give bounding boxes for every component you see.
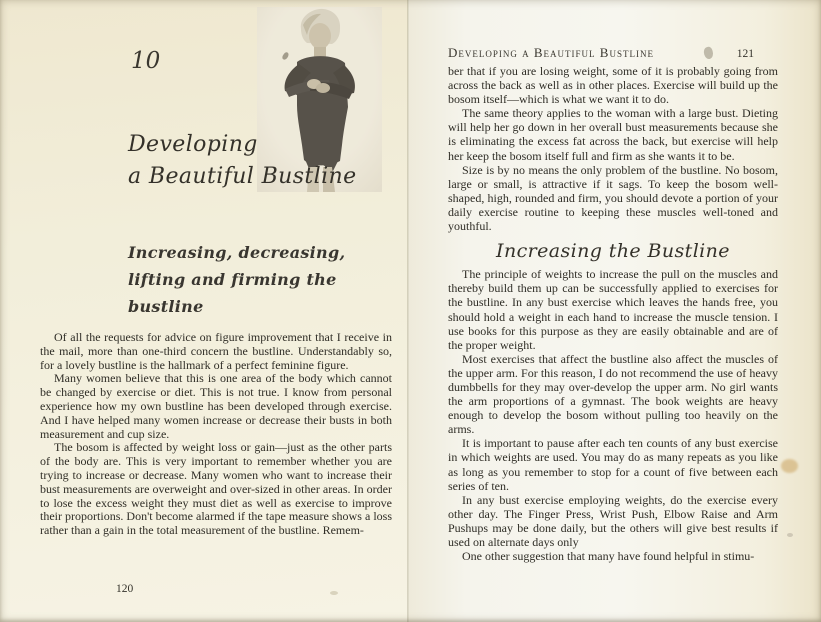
left-page-body [40,331,392,538]
paragraph: It is important to pause after each ten counts of any bust exercise in which weights are used. You may do as many repeats as you like as long as you remember to stop for a count of five between each series of ten. [448,436,778,493]
chapter-subtitle [128,239,408,320]
paper-speck [787,533,793,537]
paragraph: Of all the requests for advice on figure improvement that I receive in the mail, more than one-third concern the bustline. Understandably so, for a lovely bustline is the hallmark of a perfect feminine figure. [40,330,392,372]
paragraph: In any bust exercise employing weights, do the exercise every other day. The Finger Press, Wrist Push, Elbow Raise and Arm Pushups may be done daily, but the others will give best results if used on alternate days only [448,492,778,549]
right-page-body [448,64,778,563]
paragraph: One other suggestion that many have found helpful in stimu- [462,549,755,564]
chapter-title-line1: Developing [128,132,258,157]
paragraph: Size is by no means the only problem of the bustline. No bosom, large or small, is attractive if it sags. To keep the bosom well-shaped, high, rounded and firm, you should devote a portion of your daily exercise routine to keeping these muscles well-toned and youthful. [448,162,778,234]
paper-stain [781,459,798,473]
paragraph: Most exercises that affect the bustline also affect the muscles of the upper arm. For this reason, I do not recommend the use of heavy dumbbells for they may over-develop the upper arm. No girl wants the arm proportions of a gymnast. The book weights are heavy enough to develop the bosom without pulling too heavily on the arms. [448,351,778,437]
chapter-number: 10 [131,48,161,74]
left-page [0,0,408,622]
paragraph-continuation: ber that if you are losing weight, some of it is probably going from across the back as well as in other places. Exercise will build up the bosom itself—which is what we want it to do. [448,64,778,107]
paragraph: The bosom is affected by weight loss or gain—just as the other parts of the body are. This is very important to remember whether you are trying to increase or decrease. Many women who want to increase their bust measurements are overweight and over-sized in other areas. In order to lose the excess weight they must diet as well as exercise to improve their proportions. Don't become alarmed if the tape measure shows a loss rather than a gain in the total measurement of the bustline. Remem- [40,440,392,538]
paper-speck [330,591,338,595]
chapter-subtitle-line1: Increasing, decreasing, [128,243,346,262]
paragraph: Many women believe that this is one area of the body which cannot be changed by exercise or diet. This is not true. I know from personal experience how my own bustline has been developed through exercise. And I have helped many women increase or decrease their busts in both measurement and cup size. [40,371,392,441]
chapter-subtitle-line2: lifting and firming the bustline [128,270,337,316]
paragraph: The same theory applies to the woman with a large bust. Dieting will help her go down in her overall bust measurements because she is eliminating the excess fat across the back, but exercise will help her keep the bosom itself full and firm as she wants it to be. [448,106,778,163]
paragraph: The principle of weights to increase the pull on the muscles and thereby build them up can be successfully applied to exercises for the bustline. In any bust exercise which leaves the hands free, you should hold a weight in each hand to increase the muscle tension. I use books for this purpose as they are easily obtainable and are of the proper weight. [448,267,778,352]
page-number-right: 121 [736,48,754,60]
page-number-left: 120 [116,583,134,595]
chapter-title [128,129,357,193]
page-gutter [407,0,409,622]
chapter-title-line2: a Beautiful Bustline [128,164,357,189]
section-heading: Increasing the Bustline [496,240,730,263]
running-head-title: Developing a Beautiful Bustline [448,45,654,60]
